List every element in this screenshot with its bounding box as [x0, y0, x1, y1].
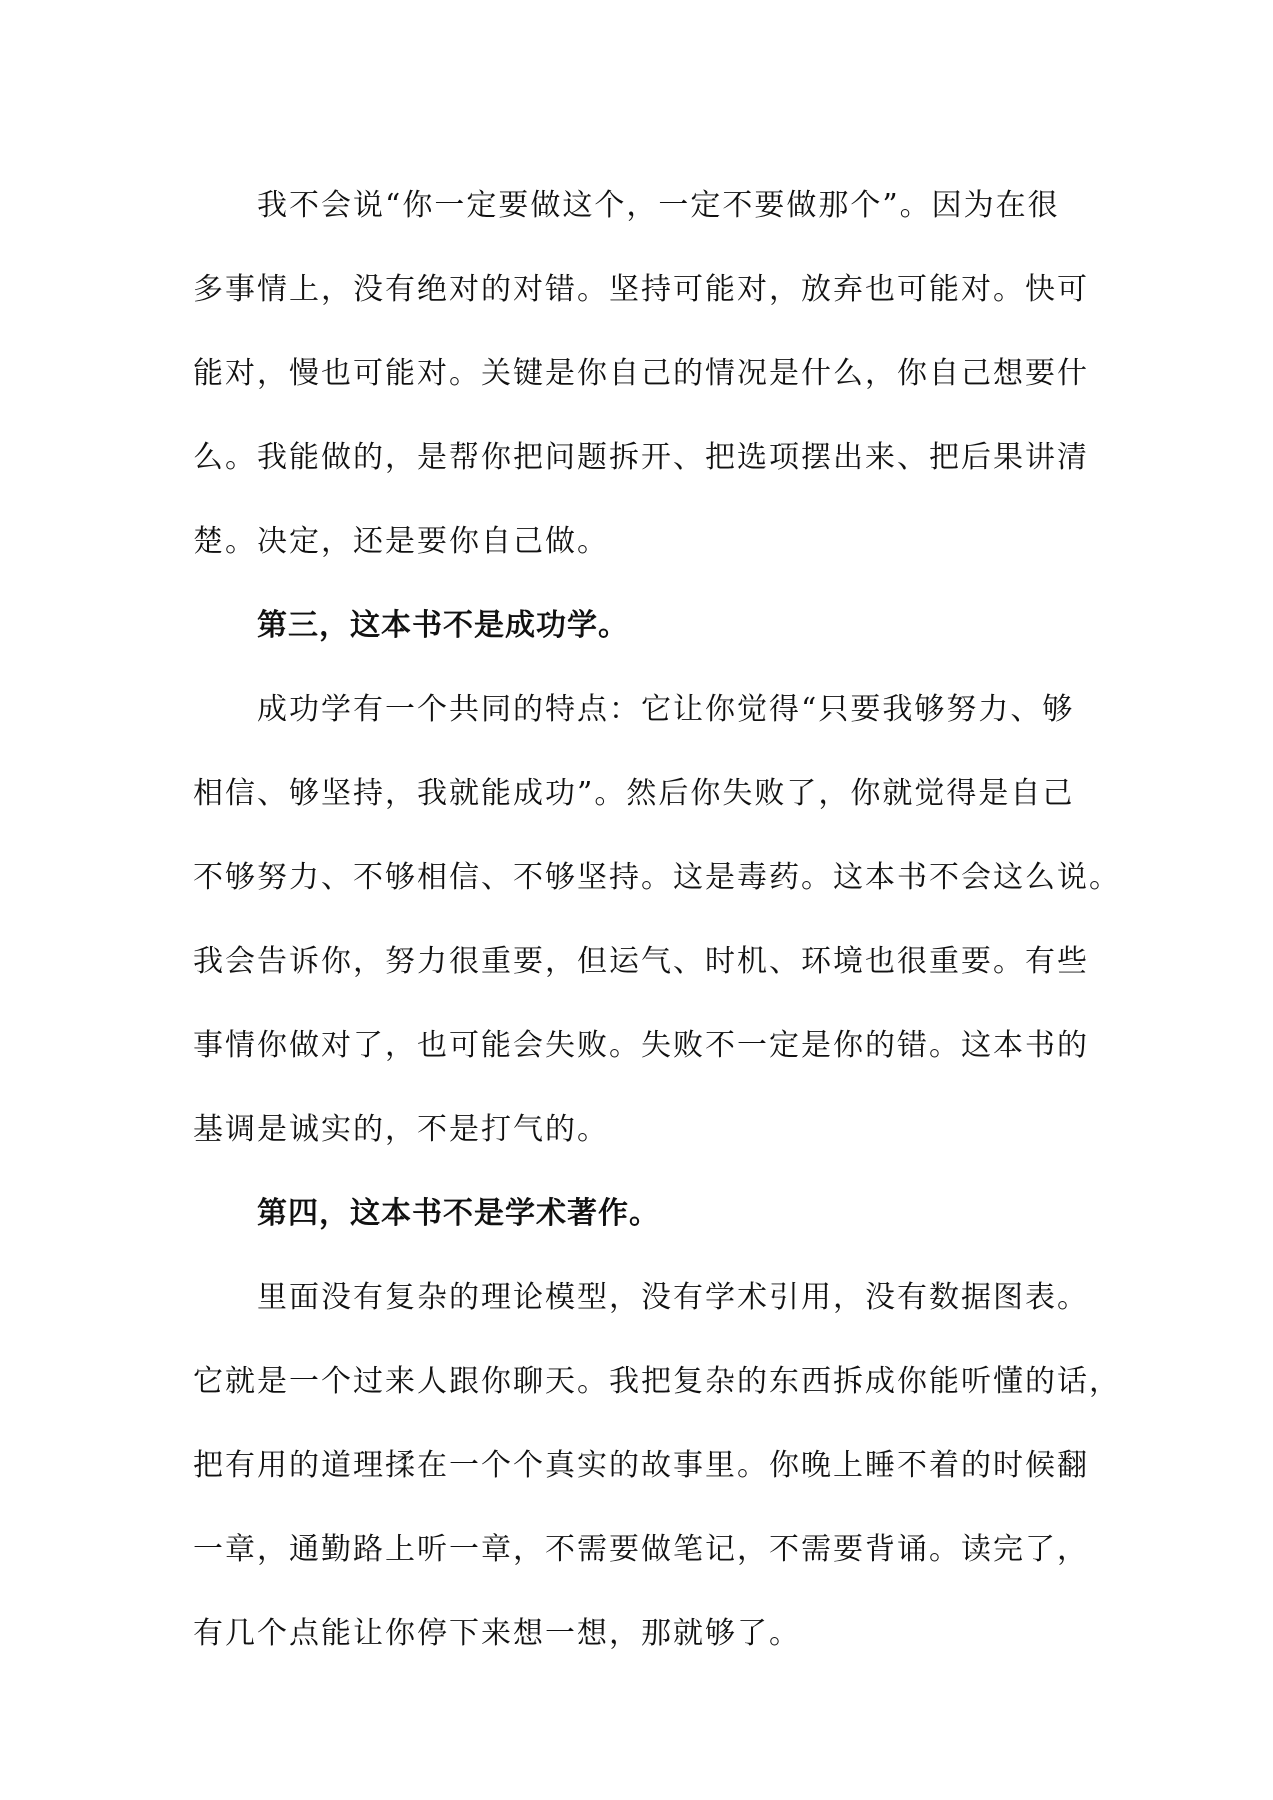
paragraph-line: 它就是一个过来人跟你聊天。我把复杂的东西拆成你能听懂的话，	[193, 1364, 1121, 1399]
paragraph-line: 多事情上，没有绝对的对错。坚持可能对，放弃也可能对。快可	[193, 272, 1089, 307]
paragraph-line: 里面没有复杂的理论模型，没有学术引用，没有数据图表。	[257, 1280, 1089, 1315]
paragraph-line: 能对，慢也可能对。关键是你自己的情况是什么，你自己想要什	[193, 356, 1089, 391]
paragraph-line: 不够努力、不够相信、不够坚持。这是毒药。这本书不会这么说。	[193, 860, 1121, 895]
paragraph-line: 事情你做对了，也可能会失败。失败不一定是你的错。这本书的	[193, 1028, 1089, 1063]
paragraph-line: 把有用的道理揉在一个个真实的故事里。你晚上睡不着的时候翻	[193, 1448, 1089, 1483]
paragraph-line: 么。我能做的，是帮你把问题拆开、把选项摆出来、把后果讲清	[193, 440, 1089, 475]
paragraph-line: 成功学有一个共同的特点：它让你觉得“只要我够努力、够	[257, 692, 1075, 727]
paragraph-line: 楚。决定，还是要你自己做。	[193, 524, 609, 559]
paragraph-line: 相信、够坚持，我就能成功”。然后你失败了，你就觉得是自己	[193, 776, 1075, 811]
paragraph-line: 我会告诉你，努力很重要，但运气、时机、环境也很重要。有些	[193, 944, 1089, 979]
body-text	[193, 164, 1121, 1676]
paragraph-line: 我不会说“你一定要做这个，一定不要做那个”。因为在很	[257, 188, 1060, 223]
section-heading: 第三，这本书不是成功学。	[257, 608, 629, 643]
section-heading: 第四，这本书不是学术著作。	[257, 1196, 660, 1231]
paragraph-line: 一章，通勤路上听一章，不需要做笔记，不需要背诵。读完了，	[193, 1532, 1089, 1567]
paragraph-line: 基调是诚实的，不是打气的。	[193, 1112, 609, 1147]
paragraph-line: 有几个点能让你停下来想一想，那就够了。	[193, 1616, 801, 1651]
